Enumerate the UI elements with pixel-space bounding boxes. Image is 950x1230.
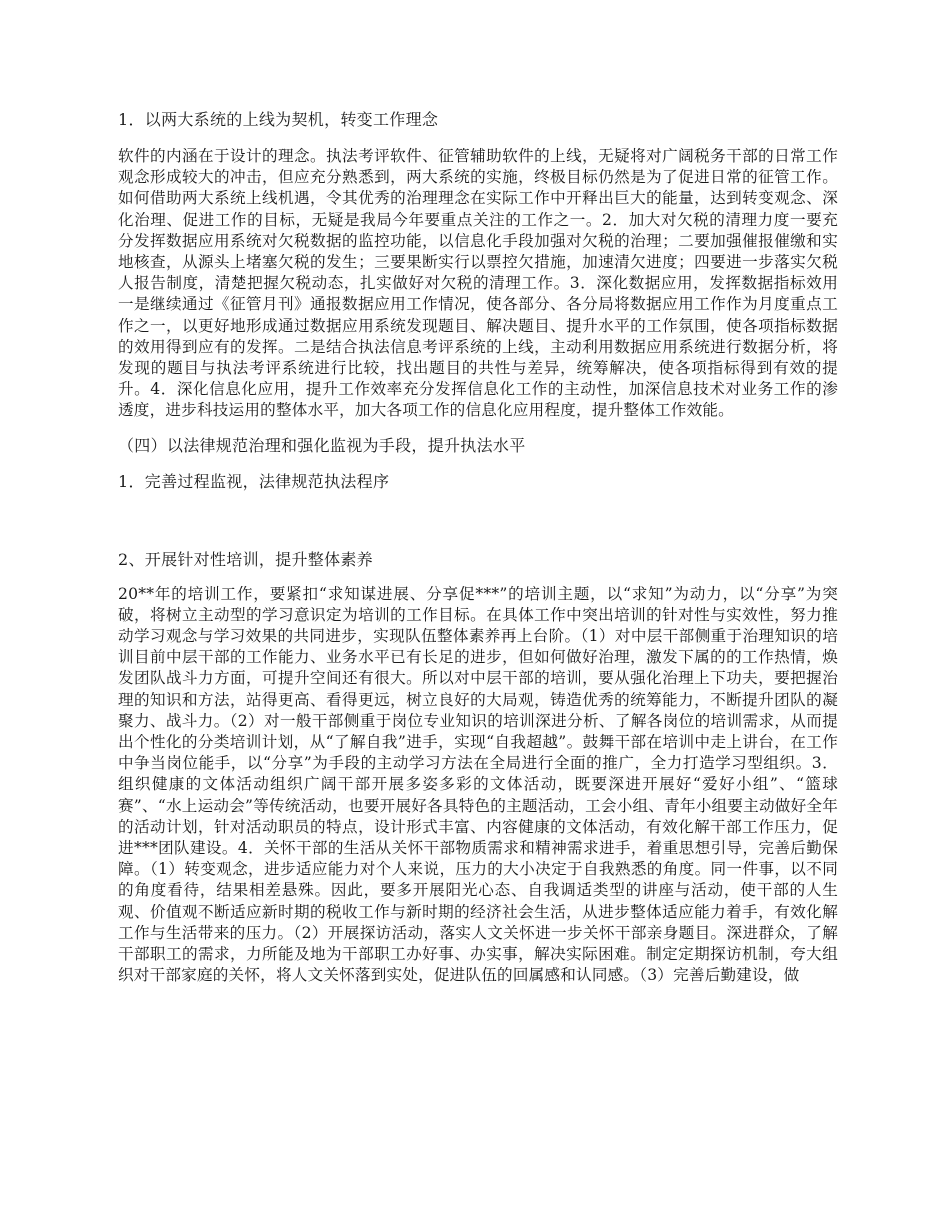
body-paragraph: 软件的内涵在于设计的理念。执法考评软件、征管辅助软件的上线，无疑将对广阔税务干部的日常工作观念形成较大的冲击，但应充分熟悉到，两大系统的实施，终极目标仍然是为了促进日常的征管工作。如何借助两大系统上线机遇，令其优秀的治理理念在实际工作中开释出巨大的能量，达到转变观念、深化治理、促进工作的目标，无疑是我局今年要重点关注的工作之一。2．加大对欠税的清理力度一要充分发挥数据应用系统对欠税数据的监控功能，以信息化手段加强对欠税的治理；二要加强催报催缴和实地核查，从源头上堵塞欠税的发生；三要果断实行以票控欠措施，加速清欠进度；四要进一步落实欠税人报告制度，清楚把握欠税动态，扎实做好对欠税的清理工作。3．深化数据应用，发挥数据指标效用一是继续通过《征管月刊》通报数据应用工作情况，使各部分、各分局将数据应用工作作为月度重点工作之一，以更好地形成通过数据应用系统发现题目、解决题目、提升水平的工作氛围，使各项指标数据的效用得到应有的发挥。二是结合执法信息考评系统的上线，主动利用数据应用系统进行数据分析，将发现的题目与执法考评系统进行比较，找出题目的共性与差异，统筹解决，使各项指标得到有效的提升。4．深化信息化应用，提升工作效率充分发挥信息化工作的主动性，加深信息技术对业务工作的渗透度，进步科技运用的整体水平，加大各项工作的信息化应用程度，提升整体工作效能。	[118, 147, 838, 420]
section-heading: 1．完善过程监视，法律规范执法程序	[118, 471, 390, 491]
section-heading: （四）以法律规范治理和强化监视为手段，提升执法水平	[118, 435, 526, 455]
document-page	[118, 108, 838, 987]
body-paragraph: 20**年的培训工作，要紧扣“求知谋进展、分享促***”的培训主题，以“求知”为动力，以“分享”为突破，将树立主动型的学习意识定为培训的工作目标。在具体工作中突出培训的针对性与实效性，努力推动学习观念与学习效果的共同进步，实现队伍整体素养再上台阶。（1）对中层干部侧重于治理知识的培训目前中层干部的工作能力、业务水平已有长足的进步，但如何做好治理，激发下属的的工作热情，焕发团队战斗力方面，可提升空间还有很大。所以对中层干部的培训，要从强化治理上下功夫，要把握治理的知识和方法，站得更高、看得更远，树立良好的大局观，铸造优秀的统筹能力，不断提升团队的凝聚力、战斗力。（2）对一般干部侧重于岗位专业知识的培训深进分析、了解各岗位的培训需求，从而提出个性化的分类培训计划，从“了解自我”进手，实现“自我超越”。鼓舞干部在培训中走上讲台，在工作中争当岗位能手，以“分享”为手段的主动学习方法在全局进行全面的推广，全力打造学习型组织。3．组织健康的文体活动组织广阔干部开展多姿多彩的文体活动，既要深进开展好“爱好小组”、“篮球赛”、“水上运动会”等传统活动，也要开展好各具特色的主题活动，工会小组、青年小组要主动做好全年的活动计划，针对活动职员的特点，设计形式丰富、内容健康的文体活动，有效化解干部工作压力，促进***团队建设。4．关怀干部的生活从关怀干部物质需求和精神需求进手，着重思想引导，完善后勤保障。（1）转变观念，进步适应能力对个人来说，压力的大小决定于自我熟悉的角度。同一件事，以不同的角度看待，结果相差悬殊。因此，要多开展阳光心态、自我调适类型的讲座与活动，使干部的人生观、价值观不断适应新时期的税收工作与新时期的经济社会生活，从进步整体适应能力着手，有效化解工作与生活带来的压力。（2）开展探访活动，落实人文关怀进一步关怀干部亲身题目。深进群众，了解干部职工的需求，力所能及地为干部职工办好事、办实事，解决实际困难。制定定期探访机制，夸大组织对干部家庭的关怀，将人文关怀落到实处，促进队伍的回属感和认同感。（3）完善后勤建设，做	[118, 584, 838, 985]
section-heading: 1．以两大系统的上线为契机，转变工作理念	[118, 110, 439, 129]
section-heading: 2、开展针对性培训，提升整体素养	[118, 549, 373, 569]
